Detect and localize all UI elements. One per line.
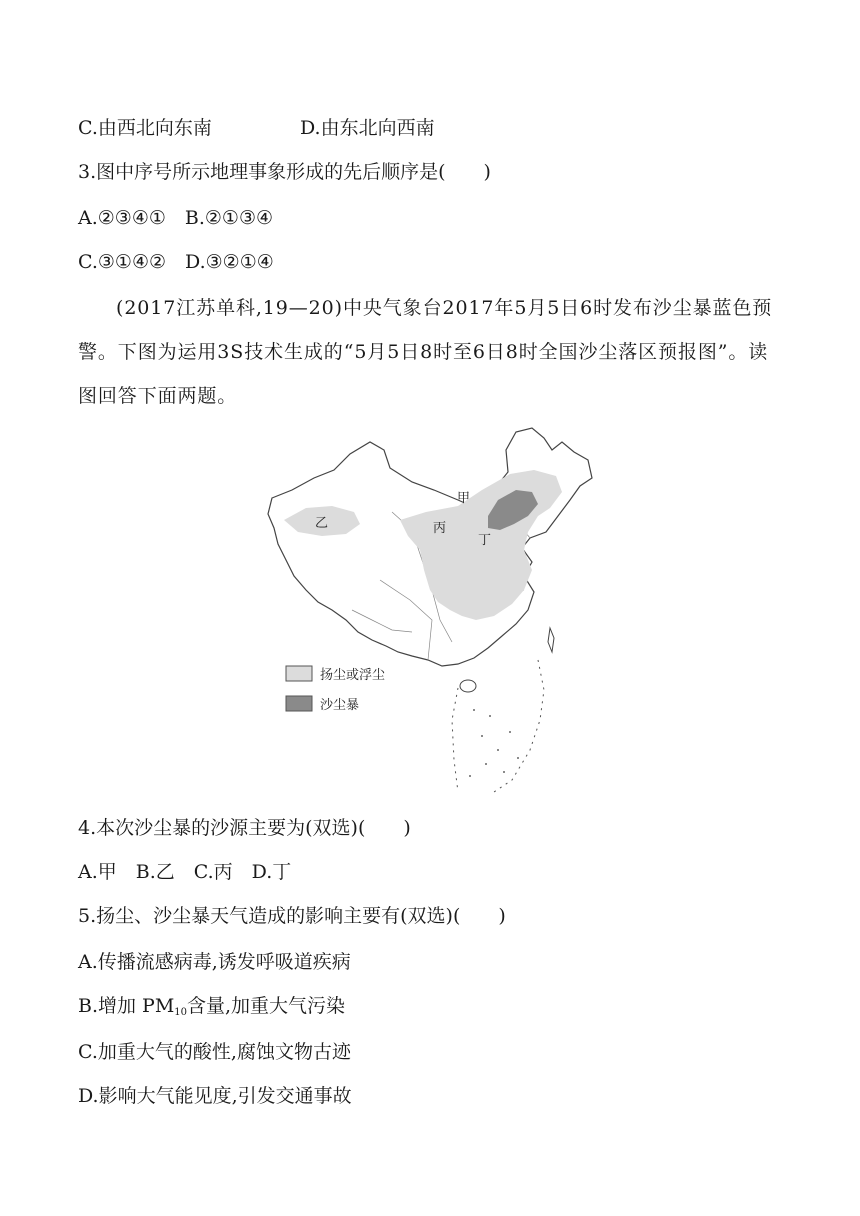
q4-stem: 4.本次沙尘暴的沙源主要为(双选)( ) [78,817,411,839]
passage-text: (2017江苏单科,19—20)中央气象台2017年5月5日6时发布沙尘暴蓝色预警。下图为运用3S技术生成的“5月5日8时至6日8时全国沙尘落区预报图”。读图回答下面两题。 [78,297,773,407]
label-yi: 乙 [315,516,329,531]
q2-option-c: C.由西北向东南 [78,117,212,139]
q3-stem: 3.图中序号所示地理事象形成的先后顺序是( ) [78,161,491,183]
q5-option-b-subscript: 10 [174,1007,188,1018]
label-bing: 丙 [433,521,447,536]
legend-swatch-sandstorm [286,696,312,711]
legend-swatch-floating-dust [286,666,312,681]
q5-option-b-prefix: B.增加 PM [78,995,175,1017]
q5-option-d: D.影响大气能见度,引发交通事故 [78,1085,352,1107]
q5-option-b [78,992,345,1027]
label-jia: 甲 [457,491,471,506]
legend-label-floating-dust: 扬尘或浮尘 [320,668,386,683]
q4-options: A.甲 B.乙 C.丙 D.丁 [78,861,292,883]
q5-option-b-suffix: 含量,加重大气污染 [187,995,346,1017]
q3-options-ab: A.②③④① B.②①③④ [78,207,274,229]
q5-option-a: A.传播流感病毒,诱发呼吸道疾病 [78,951,351,973]
q3-options-cd: C.③①④② D.③②①④ [78,251,274,273]
q5-stem: 5.扬尘、沙尘暴天气造成的影响主要有(双选)( ) [78,905,506,927]
dust-forecast-map [262,420,598,805]
q5-option-c: C.加重大气的酸性,腐蚀文物古迹 [78,1041,351,1063]
q2-option-d: D.由东北向西南 [300,117,435,139]
label-ding: 丁 [478,533,492,548]
legend-label-sandstorm: 沙尘暴 [320,698,360,713]
